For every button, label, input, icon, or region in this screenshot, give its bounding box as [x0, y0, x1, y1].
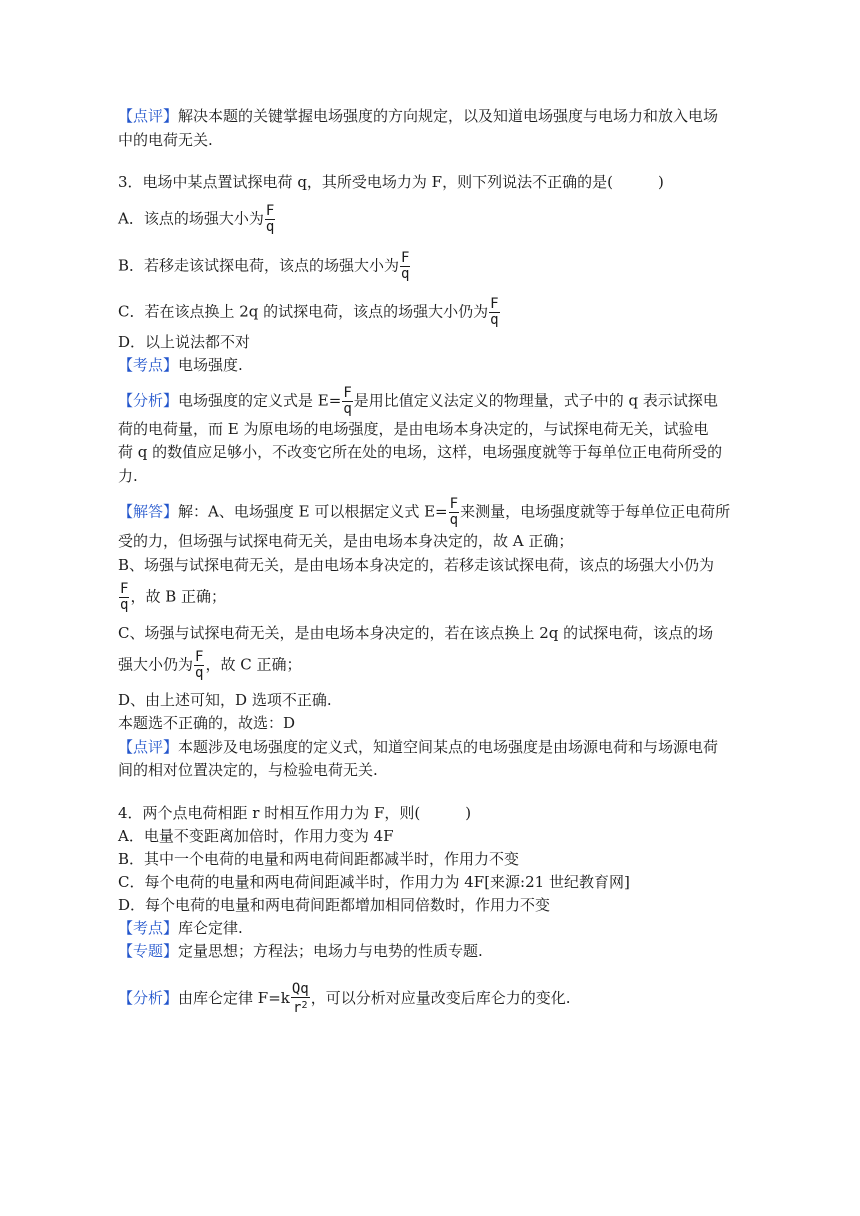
fraction-f-over-q: $\frac{F}{q}$ — [343, 385, 352, 417]
fraction-f-over-q: $\frac{F}{q}$ — [401, 250, 410, 282]
q4-kaodian: 【考点】库仑定律. — [118, 919, 243, 937]
q3-option-b-text: B．若移走该试探电荷，该点的场强大小为 — [118, 256, 400, 275]
q3-option-d-text: D．以上说法都不对 — [118, 333, 251, 351]
q3-jieda-line-1: 【解答】解：A、电场强度 E 可以根据定义式 E= $\frac{F}{q}$ 来测量，电场强度就等于每单位正电荷所 — [118, 496, 731, 528]
jieda-tag: 【解答】 — [118, 502, 179, 521]
q4-stem-text: 4．两个点电荷相距 r 时相互作用力为 F，则( ) — [118, 804, 472, 822]
q3-option-c-text: C．若在该点换上 2q 的试探电荷，该点的场强大小仍为 — [118, 302, 489, 321]
q3-fenxi-line-2: 荷的电荷量，而 E 为原电场的电场强度，是由电场本身决定的，与试探电荷无关，试验电 — [118, 420, 709, 438]
q3-fenxi-line-1: 【分析】电场强度的定义式是 E= $\frac{F}{q}$ 是用比值定义法定义的物理量，式子中的 q 表示试探电 — [118, 385, 718, 417]
fenxi-tag: 【分析】 — [118, 989, 179, 1007]
q3-jieda-line-7: D、由上述可知，D 选项不正确. — [118, 691, 332, 709]
q3-jieda-line-6: 强大小仍为 $\frac{F}{q}$ ，故 C 正确； — [118, 649, 302, 681]
q4-zhuanti: 【专题】定量思想；方程法；电场力与电势的性质专题. — [118, 942, 483, 960]
q4-option-d: D．每个电荷的电量和两电荷间距都增加相同倍数时，作用力不变 — [118, 896, 551, 914]
fraction-f-over-q: $\frac{F}{q}$ — [195, 649, 204, 681]
q3-option-a — [118, 204, 276, 235]
q3-fenxi-line-3: 荷 q 的数值应足够小，不改变它所在处的电场，这样，电场强度就等于每单位正电荷所受的 — [118, 443, 723, 461]
q3-jieda-line-5: C、场强与试探电荷无关，是由电场本身决定的，若在该点换上 2q 的试探电荷，该点的场 — [118, 624, 714, 642]
fraction-coulomb: $\frac{Qq}{r^2}$ — [291, 981, 309, 1016]
fraction-f-over-q: $\frac{F}{q}$ — [265, 203, 275, 235]
review-text-2: 中的电荷无关. — [118, 131, 213, 149]
q3-kaodian: 【考点】电场强度. — [118, 356, 243, 374]
q3-option-c — [118, 297, 501, 328]
q3-stem — [118, 171, 664, 193]
q4-option-a: A．电量不变距离加倍时，作用力变为 4F — [118, 827, 394, 845]
kaodian-tag: 【考点】 — [118, 356, 179, 374]
q3-stem-text: 3．电场中某点置试探电荷 q，其所受电场力为 F，则下列说法不正确的是( ) — [118, 173, 664, 191]
q3-option-a-text: A．该点的场强大小为 — [118, 209, 264, 228]
q4-option-b: B．其中一个电荷的电量和两电荷间距都减半时，作用力不变 — [118, 850, 520, 868]
fenxi-tag: 【分析】 — [118, 391, 179, 410]
q3-jieda-line-3: B、场强与试探电荷无关，是由电场本身决定的，若移走该试探电荷，该点的场强大小仍为 — [118, 556, 715, 574]
review-text-1: 解决本题的关键掌握电场强度的方向规定，以及知道电场强度与电场力和放入电场 — [178, 107, 719, 125]
q4-stem — [118, 802, 471, 824]
q3-jieda-line-8: 本题选不正确的，故选：D — [118, 714, 296, 732]
q4-fenxi: 【分析】由库仑定律 F=k $\frac{Qq}{r^2}$ ，可以分析对应量改变后库仑力的变化. — [118, 981, 571, 1016]
fraction-f-over-q: $\frac{F}{q}$ — [120, 581, 129, 613]
q3-jieda-line-2: 受的力，但场强与试探电荷无关，是由电场本身决定的，故 A 正确； — [118, 532, 574, 550]
q3-dianping-line-1: 【点评】本题涉及电场强度的定义式，知道空间某点的电场强度是由场源电荷和与场源电荷 — [118, 738, 719, 756]
review-line-1 — [118, 105, 718, 127]
dianping-tag: 【点评】 — [118, 738, 179, 756]
zhuanti-tag: 【专题】 — [118, 942, 179, 960]
q3-jieda-line-4: $\frac{F}{q}$ ，故 B 正确； — [120, 581, 226, 613]
q3-option-d — [118, 331, 250, 353]
q3-dianping-line-2: 间的相对位置决定的，与检验电荷无关. — [118, 761, 378, 779]
q3-option-b — [118, 251, 411, 282]
kaodian-tag: 【考点】 — [118, 919, 179, 937]
fraction-f-over-q: $\frac{F}{q}$ — [490, 296, 499, 328]
q3-fenxi-line-4: 力. — [118, 467, 138, 485]
q4-option-c: C．每个电荷的电量和两电荷间距减半时，作用力为 4F[来源:21 世纪教育网] — [118, 873, 630, 891]
fraction-f-over-q: $\frac{F}{q}$ — [449, 496, 459, 528]
review-line-2 — [118, 129, 213, 151]
review-tag: 【点评】 — [118, 107, 179, 125]
